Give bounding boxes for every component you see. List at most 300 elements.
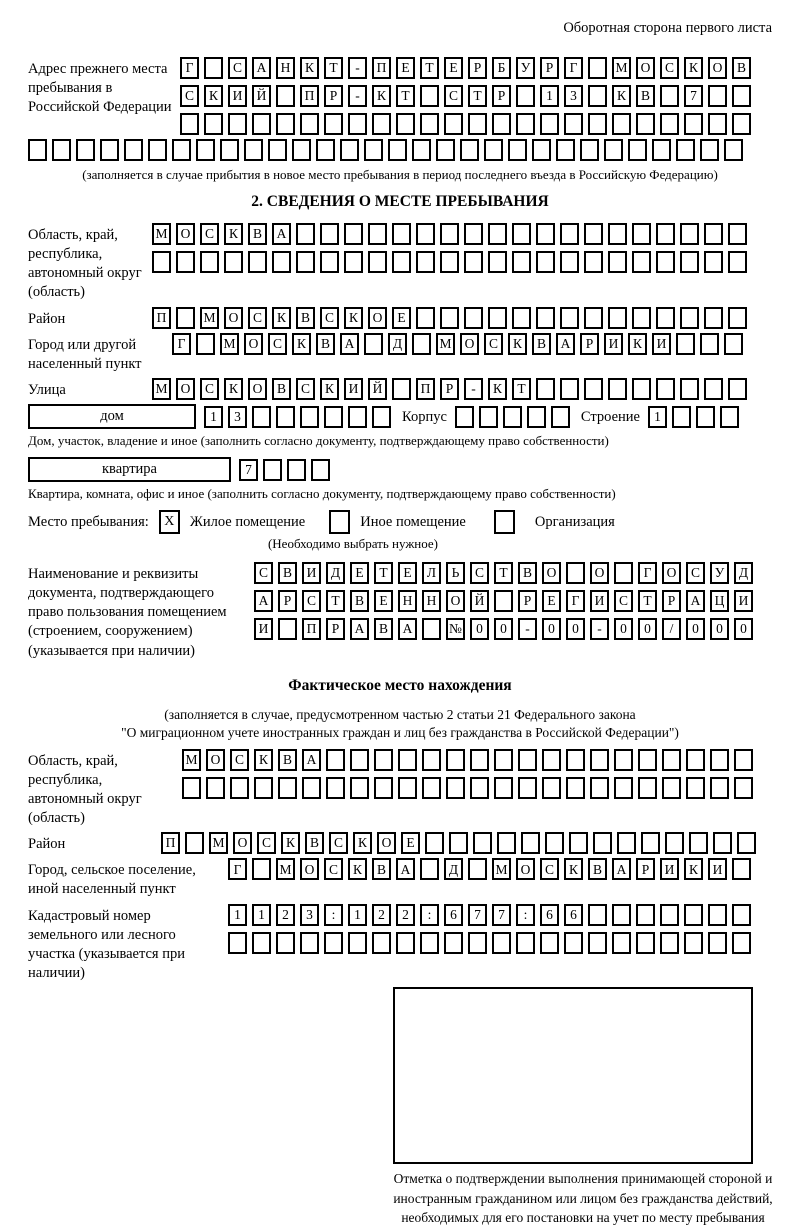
char-cell[interactable]: И <box>604 333 623 355</box>
char-cell[interactable] <box>734 777 753 799</box>
char-cell[interactable] <box>628 139 647 161</box>
char-cell[interactable] <box>180 113 199 135</box>
char-cell[interactable] <box>704 378 723 400</box>
char-cell[interactable] <box>612 904 631 926</box>
char-cell[interactable]: О <box>708 57 727 79</box>
char-cell[interactable]: П <box>416 378 435 400</box>
char-cell[interactable] <box>588 85 607 107</box>
char-cell[interactable] <box>636 932 655 954</box>
char-cell[interactable]: Е <box>401 832 420 854</box>
char-cell[interactable] <box>473 832 492 854</box>
char-cell[interactable]: И <box>254 618 273 640</box>
stamp-box[interactable] <box>393 987 753 1164</box>
char-cell[interactable] <box>566 777 585 799</box>
char-cell[interactable] <box>276 406 295 428</box>
char-cell[interactable] <box>348 113 367 135</box>
char-cell[interactable] <box>422 618 441 640</box>
char-cell[interactable]: А <box>252 57 271 79</box>
char-cell[interactable] <box>494 749 513 771</box>
char-cell[interactable] <box>148 139 167 161</box>
char-cell[interactable] <box>204 113 223 135</box>
char-cell[interactable] <box>372 406 391 428</box>
char-cell[interactable]: А <box>398 618 417 640</box>
char-cell[interactable]: О <box>460 333 479 355</box>
char-cell[interactable]: Е <box>396 57 415 79</box>
char-cell[interactable] <box>521 832 540 854</box>
char-cell[interactable]: К <box>684 57 703 79</box>
char-cell[interactable] <box>464 307 483 329</box>
char-cell[interactable]: К <box>564 858 583 880</box>
char-cell[interactable] <box>503 406 522 428</box>
char-cell[interactable]: С <box>200 378 219 400</box>
char-cell[interactable]: 3 <box>228 406 247 428</box>
char-cell[interactable]: Е <box>392 307 411 329</box>
char-cell[interactable]: К <box>353 832 372 854</box>
char-cell[interactable] <box>416 223 435 245</box>
char-cell[interactable] <box>326 777 345 799</box>
char-cell[interactable] <box>182 777 201 799</box>
char-cell[interactable] <box>588 113 607 135</box>
char-cell[interactable] <box>350 777 369 799</box>
char-cell[interactable] <box>316 139 335 161</box>
char-cell[interactable]: - <box>518 618 537 640</box>
char-cell[interactable]: 0 <box>566 618 585 640</box>
char-cell[interactable]: С <box>540 858 559 880</box>
char-cell[interactable] <box>494 777 513 799</box>
char-cell[interactable]: И <box>590 590 609 612</box>
char-cell[interactable]: Й <box>470 590 489 612</box>
char-cell[interactable] <box>732 85 751 107</box>
char-cell[interactable] <box>564 113 583 135</box>
char-cell[interactable] <box>536 223 555 245</box>
char-cell[interactable]: К <box>508 333 527 355</box>
house-field-box[interactable]: дом <box>28 404 196 429</box>
char-cell[interactable] <box>464 251 483 273</box>
char-cell[interactable]: Г <box>228 858 247 880</box>
char-cell[interactable] <box>708 113 727 135</box>
char-cell[interactable]: О <box>233 832 252 854</box>
char-cell[interactable]: В <box>588 858 607 880</box>
char-cell[interactable] <box>300 406 319 428</box>
char-cell[interactable]: 1 <box>252 904 271 926</box>
char-cell[interactable]: Г <box>638 562 657 584</box>
char-cell[interactable] <box>676 333 695 355</box>
char-cell[interactable] <box>276 932 295 954</box>
char-cell[interactable] <box>516 113 535 135</box>
char-cell[interactable] <box>512 251 531 273</box>
char-cell[interactable]: Й <box>368 378 387 400</box>
char-cell[interactable] <box>708 932 727 954</box>
char-cell[interactable] <box>542 777 561 799</box>
char-cell[interactable]: О <box>368 307 387 329</box>
char-cell[interactable] <box>224 251 243 273</box>
char-cell[interactable]: П <box>300 85 319 107</box>
char-cell[interactable]: Р <box>440 378 459 400</box>
char-cell[interactable]: Е <box>444 57 463 79</box>
char-cell[interactable] <box>560 307 579 329</box>
char-cell[interactable]: К <box>488 378 507 400</box>
char-cell[interactable]: 7 <box>239 459 258 481</box>
char-cell[interactable] <box>656 223 675 245</box>
char-cell[interactable] <box>494 590 513 612</box>
char-cell[interactable]: С <box>470 562 489 584</box>
char-cell[interactable] <box>732 113 751 135</box>
char-cell[interactable] <box>551 406 570 428</box>
char-cell[interactable] <box>374 777 393 799</box>
char-cell[interactable] <box>364 333 383 355</box>
char-cell[interactable]: В <box>372 858 391 880</box>
char-cell[interactable]: № <box>446 618 465 640</box>
char-cell[interactable] <box>680 223 699 245</box>
char-cell[interactable] <box>608 223 627 245</box>
char-cell[interactable]: М <box>152 378 171 400</box>
char-cell[interactable] <box>566 562 585 584</box>
char-cell[interactable]: К <box>300 57 319 79</box>
char-cell[interactable] <box>364 139 383 161</box>
char-cell[interactable]: - <box>464 378 483 400</box>
char-cell[interactable] <box>468 932 487 954</box>
char-cell[interactable]: И <box>302 562 321 584</box>
char-cell[interactable] <box>425 832 444 854</box>
char-cell[interactable]: Т <box>420 57 439 79</box>
char-cell[interactable] <box>392 223 411 245</box>
char-cell[interactable]: И <box>734 590 753 612</box>
char-cell[interactable] <box>446 777 465 799</box>
char-cell[interactable] <box>420 85 439 107</box>
char-cell[interactable]: Й <box>252 85 271 107</box>
char-cell[interactable] <box>296 223 315 245</box>
char-cell[interactable]: С <box>180 85 199 107</box>
char-cell[interactable] <box>518 749 537 771</box>
char-cell[interactable]: Р <box>468 57 487 79</box>
char-cell[interactable] <box>206 777 225 799</box>
char-cell[interactable] <box>276 85 295 107</box>
char-cell[interactable]: А <box>556 333 575 355</box>
char-cell[interactable]: В <box>278 562 297 584</box>
char-cell[interactable] <box>479 406 498 428</box>
char-cell[interactable]: П <box>161 832 180 854</box>
char-cell[interactable]: И <box>708 858 727 880</box>
char-cell[interactable] <box>326 749 345 771</box>
char-cell[interactable]: 2 <box>372 904 391 926</box>
char-cell[interactable]: 3 <box>564 85 583 107</box>
char-cell[interactable] <box>300 113 319 135</box>
char-cell[interactable] <box>200 251 219 273</box>
char-cell[interactable] <box>660 113 679 135</box>
char-cell[interactable]: 7 <box>492 904 511 926</box>
char-cell[interactable] <box>708 904 727 926</box>
char-cell[interactable] <box>324 406 343 428</box>
char-cell[interactable]: И <box>652 333 671 355</box>
char-cell[interactable]: О <box>206 749 225 771</box>
char-cell[interactable]: - <box>348 57 367 79</box>
char-cell[interactable] <box>660 932 679 954</box>
char-cell[interactable]: О <box>248 378 267 400</box>
char-cell[interactable] <box>412 139 431 161</box>
char-cell[interactable] <box>518 777 537 799</box>
stay-type-checkbox-residential[interactable]: X <box>159 510 180 534</box>
char-cell[interactable] <box>176 307 195 329</box>
char-cell[interactable]: К <box>628 333 647 355</box>
char-cell[interactable] <box>228 932 247 954</box>
char-cell[interactable] <box>302 777 321 799</box>
char-cell[interactable] <box>588 904 607 926</box>
char-cell[interactable] <box>446 749 465 771</box>
char-cell[interactable] <box>700 139 719 161</box>
char-cell[interactable] <box>584 251 603 273</box>
char-cell[interactable]: А <box>686 590 705 612</box>
char-cell[interactable]: Т <box>468 85 487 107</box>
char-cell[interactable]: 1 <box>648 406 667 428</box>
char-cell[interactable] <box>542 749 561 771</box>
char-cell[interactable]: 6 <box>564 904 583 926</box>
char-cell[interactable]: С <box>296 378 315 400</box>
char-cell[interactable] <box>656 378 675 400</box>
char-cell[interactable] <box>516 932 535 954</box>
char-cell[interactable] <box>468 113 487 135</box>
char-cell[interactable]: У <box>710 562 729 584</box>
char-cell[interactable]: В <box>305 832 324 854</box>
stay-type-checkbox-organization[interactable] <box>494 510 515 534</box>
char-cell[interactable] <box>560 378 579 400</box>
char-cell[interactable] <box>348 932 367 954</box>
char-cell[interactable]: М <box>200 307 219 329</box>
char-cell[interactable] <box>662 749 681 771</box>
char-cell[interactable] <box>392 378 411 400</box>
char-cell[interactable]: О <box>662 562 681 584</box>
apartment-field-box[interactable]: квартира <box>28 457 231 482</box>
char-cell[interactable]: С <box>329 832 348 854</box>
char-cell[interactable] <box>252 858 271 880</box>
char-cell[interactable] <box>455 406 474 428</box>
char-cell[interactable] <box>497 832 516 854</box>
char-cell[interactable]: С <box>228 57 247 79</box>
char-cell[interactable]: С <box>686 562 705 584</box>
char-cell[interactable] <box>708 85 727 107</box>
char-cell[interactable] <box>172 139 191 161</box>
char-cell[interactable]: Д <box>388 333 407 355</box>
char-cell[interactable] <box>732 932 751 954</box>
char-cell[interactable]: П <box>152 307 171 329</box>
char-cell[interactable] <box>632 378 651 400</box>
char-cell[interactable]: М <box>612 57 631 79</box>
char-cell[interactable] <box>662 777 681 799</box>
char-cell[interactable]: Т <box>638 590 657 612</box>
char-cell[interactable] <box>492 932 511 954</box>
char-cell[interactable]: Н <box>276 57 295 79</box>
char-cell[interactable] <box>248 251 267 273</box>
char-cell[interactable] <box>420 113 439 135</box>
char-cell[interactable] <box>689 832 708 854</box>
char-cell[interactable]: К <box>372 85 391 107</box>
char-cell[interactable] <box>660 85 679 107</box>
char-cell[interactable] <box>612 932 631 954</box>
char-cell[interactable]: О <box>516 858 535 880</box>
char-cell[interactable] <box>540 932 559 954</box>
char-cell[interactable]: 1 <box>540 85 559 107</box>
char-cell[interactable]: : <box>516 904 535 926</box>
char-cell[interactable] <box>292 139 311 161</box>
char-cell[interactable]: С <box>200 223 219 245</box>
char-cell[interactable] <box>398 749 417 771</box>
char-cell[interactable]: М <box>182 749 201 771</box>
char-cell[interactable] <box>320 251 339 273</box>
char-cell[interactable]: К <box>204 85 223 107</box>
char-cell[interactable] <box>656 251 675 273</box>
char-cell[interactable] <box>311 459 330 481</box>
char-cell[interactable] <box>244 139 263 161</box>
char-cell[interactable] <box>396 113 415 135</box>
char-cell[interactable] <box>374 749 393 771</box>
char-cell[interactable] <box>412 333 431 355</box>
char-cell[interactable] <box>350 749 369 771</box>
char-cell[interactable]: С <box>268 333 287 355</box>
char-cell[interactable]: Д <box>444 858 463 880</box>
char-cell[interactable] <box>368 223 387 245</box>
char-cell[interactable]: К <box>320 378 339 400</box>
char-cell[interactable] <box>604 139 623 161</box>
char-cell[interactable] <box>608 307 627 329</box>
char-cell[interactable] <box>527 406 546 428</box>
char-cell[interactable] <box>686 749 705 771</box>
char-cell[interactable] <box>700 333 719 355</box>
char-cell[interactable]: : <box>324 904 343 926</box>
char-cell[interactable] <box>278 777 297 799</box>
char-cell[interactable] <box>724 139 743 161</box>
char-cell[interactable]: 6 <box>444 904 463 926</box>
char-cell[interactable]: 0 <box>470 618 489 640</box>
char-cell[interactable] <box>536 251 555 273</box>
char-cell[interactable] <box>684 904 703 926</box>
char-cell[interactable]: - <box>348 85 367 107</box>
char-cell[interactable] <box>656 307 675 329</box>
char-cell[interactable]: П <box>372 57 391 79</box>
char-cell[interactable]: В <box>532 333 551 355</box>
char-cell[interactable] <box>398 777 417 799</box>
char-cell[interactable] <box>660 904 679 926</box>
char-cell[interactable]: - <box>590 618 609 640</box>
char-cell[interactable]: В <box>636 85 655 107</box>
char-cell[interactable]: Т <box>396 85 415 107</box>
char-cell[interactable] <box>556 139 575 161</box>
char-cell[interactable]: Т <box>374 562 393 584</box>
char-cell[interactable] <box>460 139 479 161</box>
char-cell[interactable] <box>617 832 636 854</box>
char-cell[interactable]: 2 <box>396 904 415 926</box>
char-cell[interactable]: Г <box>180 57 199 79</box>
char-cell[interactable]: Е <box>374 590 393 612</box>
char-cell[interactable]: О <box>590 562 609 584</box>
char-cell[interactable] <box>470 749 489 771</box>
char-cell[interactable] <box>444 113 463 135</box>
char-cell[interactable] <box>76 139 95 161</box>
char-cell[interactable] <box>176 251 195 273</box>
char-cell[interactable] <box>268 139 287 161</box>
char-cell[interactable]: Т <box>324 57 343 79</box>
char-cell[interactable]: П <box>302 618 321 640</box>
char-cell[interactable]: Е <box>542 590 561 612</box>
char-cell[interactable]: Г <box>172 333 191 355</box>
char-cell[interactable] <box>422 777 441 799</box>
char-cell[interactable] <box>737 832 756 854</box>
char-cell[interactable]: 2 <box>276 904 295 926</box>
char-cell[interactable] <box>422 749 441 771</box>
char-cell[interactable]: Н <box>398 590 417 612</box>
char-cell[interactable] <box>372 932 391 954</box>
char-cell[interactable]: Д <box>734 562 753 584</box>
stay-type-checkbox-other[interactable] <box>329 510 350 534</box>
char-cell[interactable]: К <box>684 858 703 880</box>
char-cell[interactable]: В <box>272 378 291 400</box>
char-cell[interactable] <box>196 139 215 161</box>
char-cell[interactable]: К <box>224 378 243 400</box>
char-cell[interactable] <box>252 932 271 954</box>
char-cell[interactable] <box>684 113 703 135</box>
char-cell[interactable]: К <box>281 832 300 854</box>
char-cell[interactable]: К <box>272 307 291 329</box>
char-cell[interactable] <box>416 307 435 329</box>
char-cell[interactable]: О <box>542 562 561 584</box>
char-cell[interactable] <box>540 113 559 135</box>
char-cell[interactable] <box>614 749 633 771</box>
char-cell[interactable]: 1 <box>204 406 223 428</box>
char-cell[interactable] <box>680 251 699 273</box>
char-cell[interactable]: 0 <box>542 618 561 640</box>
char-cell[interactable] <box>704 223 723 245</box>
char-cell[interactable] <box>230 777 249 799</box>
char-cell[interactable] <box>254 777 273 799</box>
char-cell[interactable]: С <box>254 562 273 584</box>
char-cell[interactable] <box>728 251 747 273</box>
char-cell[interactable]: 0 <box>710 618 729 640</box>
char-cell[interactable]: В <box>296 307 315 329</box>
char-cell[interactable] <box>52 139 71 161</box>
char-cell[interactable] <box>638 777 657 799</box>
char-cell[interactable] <box>564 932 583 954</box>
char-cell[interactable]: Р <box>540 57 559 79</box>
char-cell[interactable] <box>484 139 503 161</box>
char-cell[interactable]: Р <box>580 333 599 355</box>
char-cell[interactable] <box>300 932 319 954</box>
char-cell[interactable]: : <box>420 904 439 926</box>
char-cell[interactable] <box>632 307 651 329</box>
char-cell[interactable]: Р <box>518 590 537 612</box>
char-cell[interactable]: О <box>446 590 465 612</box>
char-cell[interactable]: О <box>176 378 195 400</box>
char-cell[interactable]: К <box>344 307 363 329</box>
char-cell[interactable] <box>324 113 343 135</box>
char-cell[interactable] <box>416 251 435 273</box>
char-cell[interactable] <box>344 251 363 273</box>
char-cell[interactable] <box>713 832 732 854</box>
char-cell[interactable]: В <box>518 562 537 584</box>
char-cell[interactable] <box>665 832 684 854</box>
char-cell[interactable]: О <box>300 858 319 880</box>
char-cell[interactable] <box>560 251 579 273</box>
char-cell[interactable] <box>488 307 507 329</box>
char-cell[interactable]: М <box>276 858 295 880</box>
char-cell[interactable] <box>680 307 699 329</box>
char-cell[interactable]: С <box>484 333 503 355</box>
char-cell[interactable]: С <box>302 590 321 612</box>
char-cell[interactable] <box>652 139 671 161</box>
char-cell[interactable]: В <box>350 590 369 612</box>
char-cell[interactable] <box>608 378 627 400</box>
char-cell[interactable]: Т <box>512 378 531 400</box>
char-cell[interactable] <box>152 251 171 273</box>
char-cell[interactable] <box>100 139 119 161</box>
char-cell[interactable]: К <box>348 858 367 880</box>
